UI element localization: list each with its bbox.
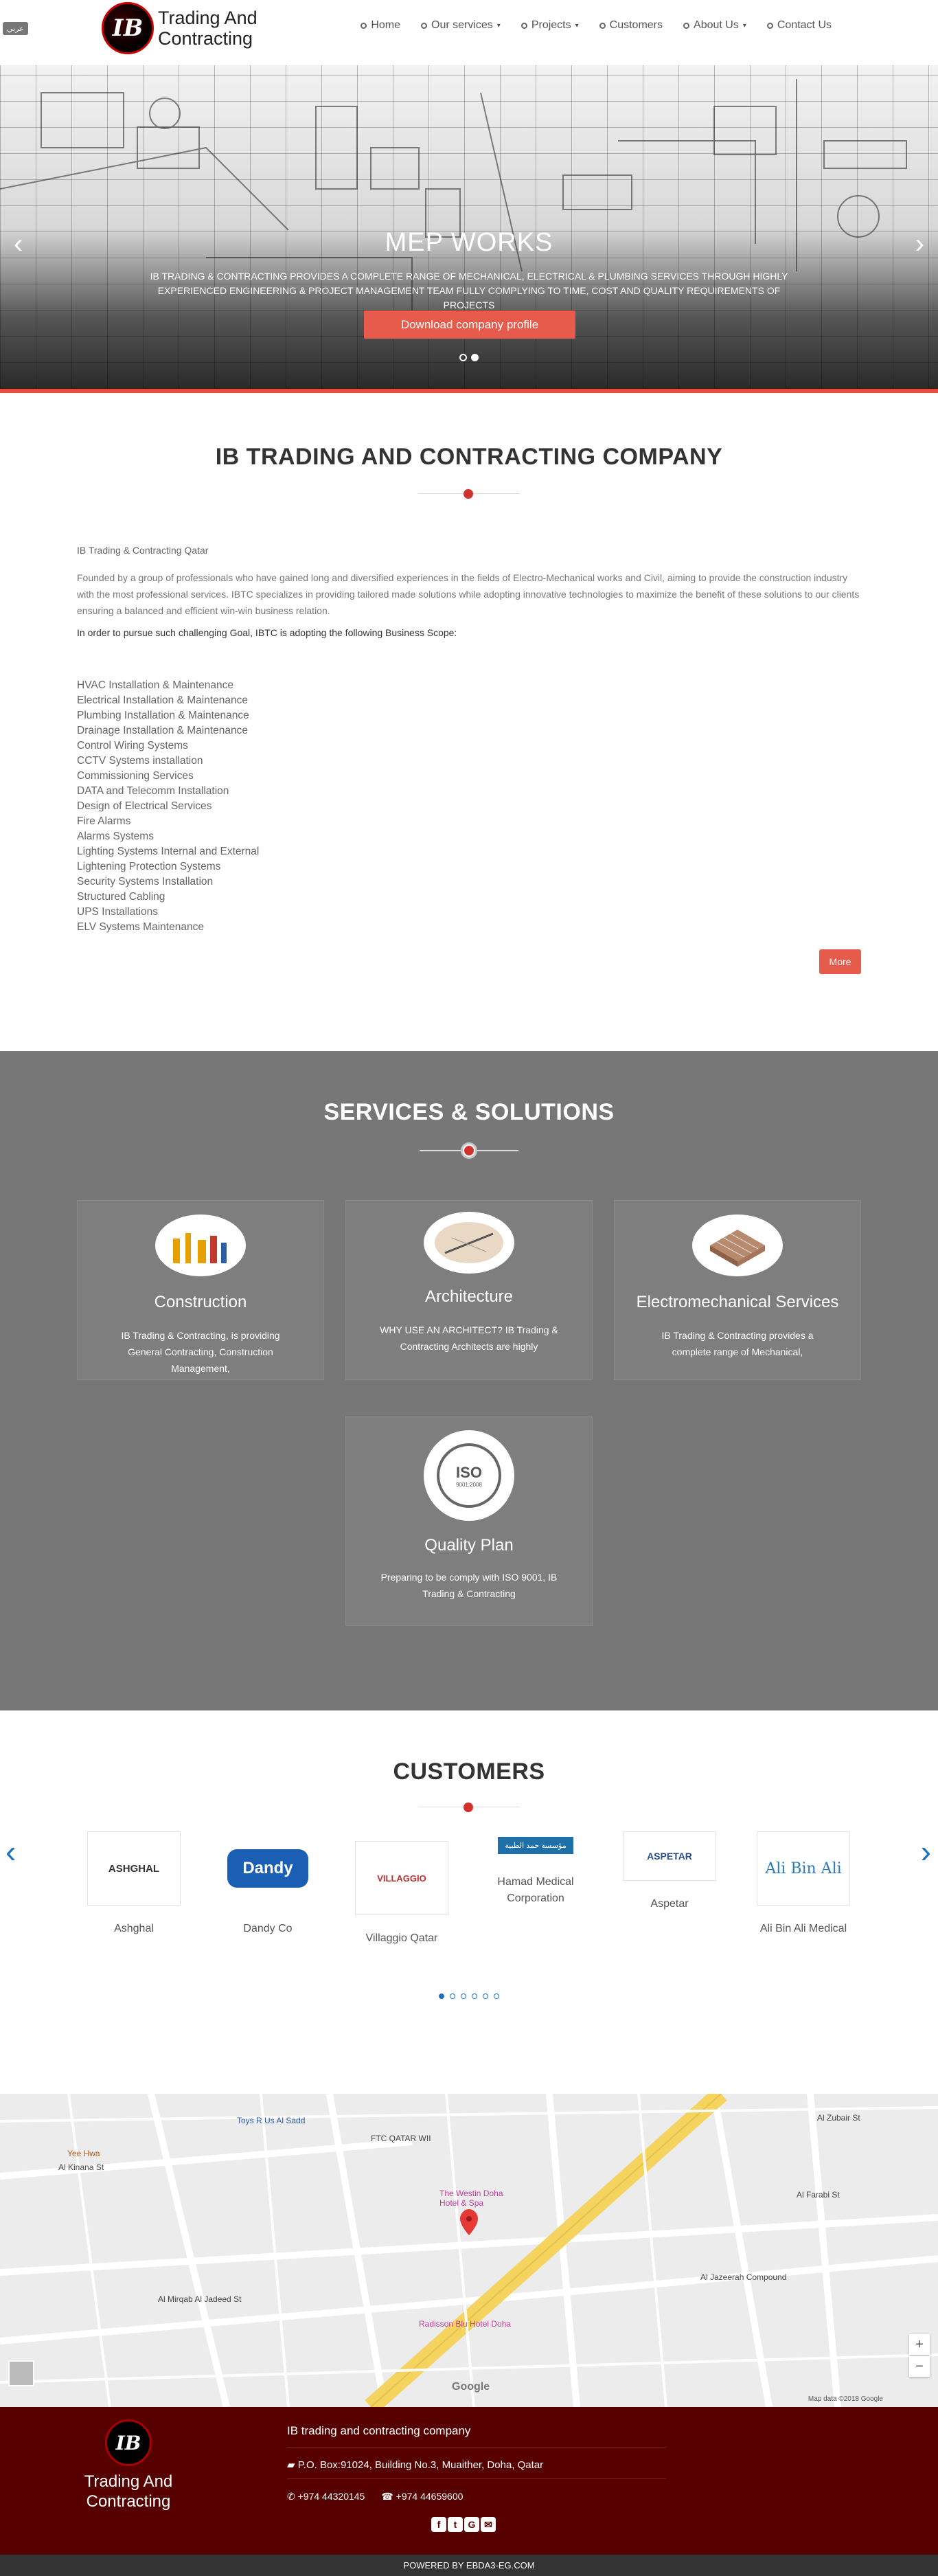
footer-phone2: [381, 2491, 463, 2502]
powered-by-bar[interactable]: POWERED BY EBDA3-EG.COM: [0, 2555, 938, 2576]
map-streets: [0, 2094, 938, 2407]
scope-item: Drainage Installation & Maintenance: [77, 725, 249, 736]
customers-dot[interactable]: [494, 1993, 499, 1999]
map-label: Al Farabi St: [797, 2190, 840, 2200]
dandy-logo-text: Dandy: [227, 1849, 308, 1888]
logo-line1: Trading And: [158, 8, 258, 28]
client-hamad-medical[interactable]: [488, 1831, 584, 1907]
divider-dot: [464, 1803, 473, 1812]
scope-item: Lightening Protection Systems: [77, 861, 221, 872]
location-map[interactable]: [0, 2094, 938, 2407]
map-label: FTC QATAR WII: [371, 2134, 431, 2143]
scope-item: CCTV Systems installation: [77, 755, 203, 767]
scope-item: Plumbing Installation & Maintenance: [77, 710, 249, 721]
map-icon: ▰: [287, 2459, 298, 2471]
nav-about[interactable]: [683, 19, 746, 32]
client-name: Ashghal: [114, 1923, 154, 1934]
map-label: Toys R Us Al Sadd: [237, 2116, 306, 2125]
client-name: Aspetar: [650, 1898, 689, 1910]
footer-company-name: IB trading and contracting company: [287, 2424, 471, 2437]
footer-divider: [287, 2478, 666, 2479]
nav-home[interactable]: [361, 19, 400, 32]
architecture-drawing-image: [424, 1212, 514, 1274]
client-dandy[interactable]: [220, 1831, 316, 1937]
about-section: [0, 393, 938, 1051]
customers-dot[interactable]: [439, 1993, 444, 1999]
logo-text: [158, 8, 258, 49]
client-name: Dandy Co: [243, 1923, 293, 1934]
site-footer: [0, 2407, 938, 2555]
customers-prev-arrow[interactable]: ‹: [5, 1833, 16, 1869]
bullet-icon: [683, 23, 689, 29]
hero-next-arrow[interactable]: ›: [915, 229, 924, 259]
caret-down-icon: ▾: [496, 21, 501, 30]
map-label: Al Jazeerah Compound: [700, 2272, 787, 2282]
hero-slider: [0, 65, 938, 393]
dandy-logo: [221, 1831, 314, 1906]
card-text: IB Trading & Contracting, is providing General Contracting, Construction Management,: [121, 1330, 280, 1374]
divider-dot: [464, 489, 473, 499]
email-icon[interactable]: ✉: [481, 2517, 496, 2532]
ashghal-logo: [87, 1831, 181, 1906]
scope-item: Fire Alarms: [77, 815, 131, 827]
fax-icon: ☎: [381, 2491, 396, 2502]
google-plus-icon[interactable]: G: [464, 2517, 479, 2532]
services-title: SERVICES & SOLUTIONS: [323, 1099, 615, 1125]
map-label: Radisson Blu Hotel Doha: [419, 2319, 512, 2329]
phone-icon: ✆: [287, 2491, 298, 2502]
villaggio-logo-text: VILLAGGIO: [377, 1873, 426, 1884]
divider-ring: [461, 1142, 477, 1159]
bullet-icon: [767, 23, 773, 29]
nav-services-label: Our services: [431, 19, 493, 31]
iso-badge-inner: [437, 1443, 501, 1508]
footer-logo-emblem: IB: [105, 2419, 152, 2466]
service-card-construction[interactable]: [77, 1200, 324, 1380]
footer-divider: [287, 2447, 666, 2448]
scope-item: DATA and Telecomm Installation: [77, 785, 229, 797]
scope-item: Lighting Systems Internal and External: [77, 846, 260, 857]
divider-dot: [464, 1146, 474, 1155]
customers-next-arrow[interactable]: ›: [920, 1833, 931, 1869]
hamad-logo: [489, 1831, 582, 1859]
customers-section: [0, 1710, 938, 2094]
title-divider: [418, 487, 520, 501]
customers-pagination: [0, 1993, 938, 1999]
card-text: WHY USE AN ARCHITECT? IB Trading & Contracting Architects are highly: [380, 1324, 558, 1352]
map-label: Al Mirqab Al Jadeed St: [158, 2294, 242, 2304]
footer-phone1: [287, 2491, 365, 2502]
customers-dot[interactable]: [461, 1993, 466, 1999]
phone2-text: +974 44659600: [396, 2491, 464, 2502]
card-text: Preparing to be comply with ISO 9001, IB Trading & Contracting: [380, 1572, 558, 1599]
customers-dot[interactable]: [472, 1993, 477, 1999]
logo-emblem: IB: [102, 2, 154, 54]
hero-prev-arrow[interactable]: ‹: [14, 229, 23, 259]
social-links: [431, 2517, 496, 2532]
facebook-icon[interactable]: f: [431, 2517, 446, 2532]
iso-small: 9001:2008: [456, 1481, 482, 1488]
map-attribution: Map data ©2018 Google: [808, 2395, 883, 2403]
bullet-icon: [521, 23, 527, 29]
service-card-electromechanical[interactable]: [614, 1200, 861, 1380]
logo-line2: Contracting: [158, 28, 253, 49]
scope-item: HVAC Installation & Maintenance: [77, 679, 234, 691]
site-logo[interactable]: [102, 2, 258, 54]
ali-bin-ali-logo-text: Ali Bin Ali: [765, 1860, 842, 1877]
bullet-icon: [421, 23, 427, 29]
bullet-icon: [361, 23, 367, 29]
hero-pagination: [0, 354, 938, 361]
scope-item: Electrical Installation & Maintenance: [77, 694, 248, 706]
building-model-image: [692, 1214, 783, 1276]
scope-item: UPS Installations: [77, 906, 159, 918]
service-card-architecture[interactable]: [345, 1200, 593, 1380]
about-text: Founded by a group of professionals who have gained long and diversified experiences in the fields of Electro-Mechanical works and Civil, aiming to provide the construction industry with the most professional services. IBTC specializes in providing tailored made solutions while adopting innovative technologies to maximize the benefit of these solutions to our clients ensuring a balanced and efficient win-win business relation.: [77, 572, 860, 616]
construction-tools-image: [155, 1214, 246, 1276]
google-logo: Google: [452, 2381, 490, 2393]
scope-item: Alarms Systems: [77, 831, 154, 842]
hero-dot[interactable]: [459, 354, 467, 361]
phone1-text: +974 44320145: [297, 2491, 365, 2502]
map-label: Al Zubair St: [817, 2113, 860, 2123]
footer-logo-text: [77, 2472, 180, 2511]
scope-item: Control Wiring Systems: [77, 740, 188, 752]
site-header: [0, 0, 938, 65]
about-title: IB TRADING AND CONTRACTING COMPANY: [215, 444, 723, 470]
nav-about-label: About Us: [694, 19, 739, 31]
business-scope-list: [77, 678, 861, 935]
satellite-toggle-button[interactable]: [8, 2360, 34, 2386]
service-card-quality-plan[interactable]: [345, 1416, 593, 1626]
hero-dot[interactable]: [471, 354, 479, 361]
caret-down-icon: ▾: [742, 21, 746, 30]
nav-services[interactable]: [421, 19, 501, 32]
scope-item: Structured Cabling: [77, 891, 165, 903]
footer-address-text: P.O. Box:91024, Building No.3, Muaither, Doha, Qatar: [297, 2459, 544, 2471]
customers-dot[interactable]: [450, 1993, 455, 1999]
client-name: Hamad Medical Corporation: [497, 1876, 574, 1904]
nav-projects-label: Projects: [531, 19, 571, 31]
more-button[interactable]: More: [819, 949, 861, 974]
services-section: [0, 1051, 938, 1710]
about-goal: In order to pursue such challenging Goal, IBTC is adopting the following Business Scope:: [77, 627, 457, 638]
zoom-in-button[interactable]: +: [909, 2334, 930, 2355]
nav-contact[interactable]: [767, 19, 832, 32]
hero-subtitle: IB TRADING & CONTRACTING PROVIDES A COMPLETE RANGE OF MECHANICAL, ELECTRICAL & PLUMBING SERVICES THROUGH HIGHLY EXPERIENCED ENGINEERING & PROJECT MANAGEMENT TEAM FULLY COMPLYING TO TIME, COST AND QUALITY REQUIREMENTS OF PROJECTS: [150, 271, 788, 310]
nav-customers[interactable]: [599, 19, 663, 32]
client-name: Ali Bin Ali Medical: [759, 1923, 847, 1934]
hamad-logo-text: مؤسسة حمد الطبية: [498, 1837, 573, 1854]
footer-logo[interactable]: [77, 2419, 180, 2511]
caret-down-icon: ▾: [575, 21, 579, 30]
language-switch-button[interactable]: عربي: [3, 22, 28, 35]
hero-title: MEP WORKS: [385, 228, 553, 257]
client-ali-bin-ali[interactable]: [755, 1831, 851, 1937]
scope-item: Commissioning Services: [77, 770, 194, 782]
card-title: Quality Plan: [424, 1536, 514, 1555]
footer-address: [287, 2459, 543, 2471]
about-subhead: IB Trading & Contracting Qatar: [77, 545, 209, 556]
footer-logo-line2: Contracting: [86, 2492, 171, 2511]
title-divider: [418, 1800, 520, 1814]
nav-projects[interactable]: [521, 19, 579, 32]
nav-customers-label: Customers: [609, 19, 663, 31]
scope-item: Security Systems Installation: [77, 876, 214, 888]
download-profile-button[interactable]: Download company profile: [364, 310, 575, 339]
map-label: The Westin Doha Hotel & Spa: [439, 2189, 503, 2208]
title-divider: [420, 1142, 518, 1159]
customers-dot[interactable]: [483, 1993, 488, 1999]
nav-home-label: Home: [371, 19, 400, 31]
scope-item: ELV Systems Maintenance: [77, 921, 204, 933]
ali-bin-ali-logo: [757, 1831, 850, 1906]
bullet-icon: [599, 23, 606, 29]
card-title: Construction: [154, 1293, 247, 1311]
iso-badge-icon: [424, 1430, 514, 1521]
scope-item: Design of Electrical Services: [77, 800, 212, 812]
footer-phones: [287, 2491, 463, 2502]
client-aspetar[interactable]: [621, 1831, 718, 1912]
iso-label: ISO: [456, 1463, 482, 1481]
map-label: Al Kinana St: [58, 2162, 104, 2172]
nav-contact-label: Contact Us: [777, 19, 832, 31]
footer-logo-line1: Trading And: [84, 2472, 173, 2491]
card-title: Architecture: [424, 1287, 514, 1306]
twitter-icon[interactable]: t: [448, 2517, 463, 2532]
ashghal-logo-text: ASHGHAL: [108, 1862, 160, 1875]
map-label: Yee Hwa: [67, 2149, 100, 2158]
main-nav: [361, 19, 832, 32]
zoom-out-button[interactable]: −: [909, 2356, 930, 2377]
aspetar-logo: [623, 1831, 716, 1881]
villaggio-logo: [355, 1841, 448, 1915]
card-text: IB Trading & Contracting provides a complete range of Mechanical,: [661, 1330, 814, 1357]
client-ashghal[interactable]: [86, 1831, 182, 1937]
client-villaggio[interactable]: [354, 1841, 450, 1947]
customers-title: CUSTOMERS: [393, 1759, 545, 1785]
client-name: Villaggio Qatar: [365, 1932, 438, 1944]
aspetar-logo-text: ASPETAR: [647, 1851, 692, 1862]
card-title: Electromechanical Services: [636, 1293, 839, 1311]
